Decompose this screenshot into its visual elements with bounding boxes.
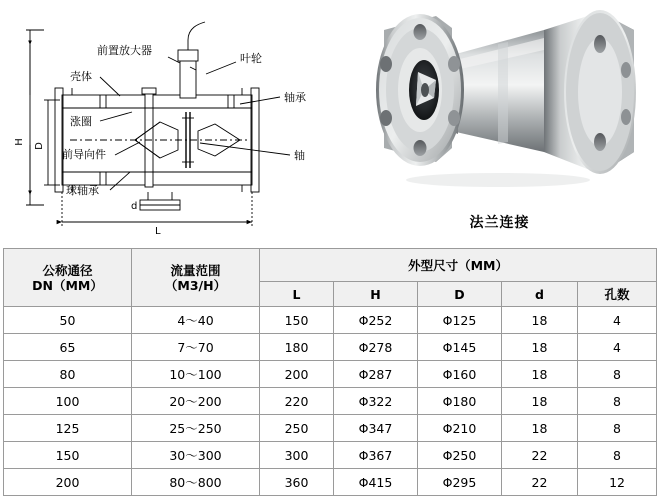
cell-d: 18 [502,361,578,388]
cell-L: 300 [260,442,334,469]
photo-caption: 法兰连接 [469,215,530,231]
specification-table [3,248,657,496]
cell-nominal-diameter: 65 [4,334,132,361]
cell-D: Φ295 [418,469,502,496]
cell-L: 180 [260,334,334,361]
cell-L: 150 [260,307,334,334]
cell-H: Φ347 [334,415,418,442]
cell-H: Φ322 [334,388,418,415]
cell-H: Φ252 [334,307,418,334]
cell-d: 22 [502,442,578,469]
schematic-dim-D: D [34,142,45,150]
flowmeter-photo [348,2,648,210]
cell-holes: 4 [578,307,657,334]
cell-D: Φ180 [418,388,502,415]
cell-holes: 4 [578,334,657,361]
cell-holes: 8 [578,415,657,442]
table-row [4,469,657,496]
cell-D: Φ250 [418,442,502,469]
schematic-label-ball-bearing: 球轴承 [66,184,99,197]
cell-flow-range: 10～100 [132,361,260,388]
cell-flow-range: 4～40 [132,307,260,334]
th-H: H [334,282,418,307]
th-d: d [502,282,578,307]
schematic-label-preamp: 前置放大器 [97,44,152,57]
cell-nominal-diameter: 100 [4,388,132,415]
cell-d: 18 [502,415,578,442]
th-nominal-diameter: 公称通径 DN（MM） [4,249,132,307]
product-photo-panel [340,0,659,240]
cell-nominal-diameter: 125 [4,415,132,442]
cell-H: Φ367 [334,442,418,469]
cell-D: Φ210 [418,415,502,442]
table-row [4,388,657,415]
schematic-dim-d: d [131,201,138,212]
schematic-diagram [0,0,340,240]
table-row [4,415,657,442]
schematic-label-bearing: 轴承 [284,91,306,104]
cell-flow-range: 30～300 [132,442,260,469]
schematic-label-impeller: 叶轮 [240,52,262,65]
schematic-label-ring: 涨圈 [70,115,92,128]
cell-L: 220 [260,388,334,415]
cell-d: 18 [502,334,578,361]
cell-d: 18 [502,388,578,415]
table-row [4,361,657,388]
specification-table-wrap [3,248,656,496]
schematic-label-front-guide: 前导向件 [62,148,106,161]
cell-nominal-diameter: 200 [4,469,132,496]
th-flow-range: 流量范围 （M3/H） [132,249,260,307]
schematic-dim-L: L [155,226,161,237]
cell-H: Φ287 [334,361,418,388]
cell-holes: 8 [578,361,657,388]
schematic-dim-H: H [14,138,25,146]
schematic-label-shaft: 轴 [294,149,305,162]
cell-d: 22 [502,469,578,496]
cell-holes: 12 [578,469,657,496]
cell-holes: 8 [578,388,657,415]
table-row [4,442,657,469]
cell-nominal-diameter: 150 [4,442,132,469]
cell-flow-range: 80～800 [132,469,260,496]
cell-holes: 8 [578,442,657,469]
cell-d: 18 [502,307,578,334]
cell-nominal-diameter: 50 [4,307,132,334]
cell-H: Φ278 [334,334,418,361]
schematic-label-housing: 壳体 [70,70,92,83]
cell-D: Φ125 [418,307,502,334]
cell-H: Φ415 [334,469,418,496]
cell-L: 360 [260,469,334,496]
table-row [4,307,657,334]
cell-flow-range: 20～200 [132,388,260,415]
cell-flow-range: 7～70 [132,334,260,361]
top-section [0,0,659,240]
table-row [4,334,657,361]
rear-flange [544,10,636,174]
cell-D: Φ160 [418,361,502,388]
th-D: D [418,282,502,307]
th-L: L [260,282,334,307]
bore-and-turbine [409,60,439,120]
cell-L: 200 [260,361,334,388]
th-holes: 孔数 [578,282,657,307]
cell-D: Φ145 [418,334,502,361]
cell-flow-range: 25～250 [132,415,260,442]
cell-L: 250 [260,415,334,442]
cell-nominal-diameter: 80 [4,361,132,388]
th-outline-size: 外型尺寸（MM） [260,249,657,282]
specification-table-body [4,307,657,496]
